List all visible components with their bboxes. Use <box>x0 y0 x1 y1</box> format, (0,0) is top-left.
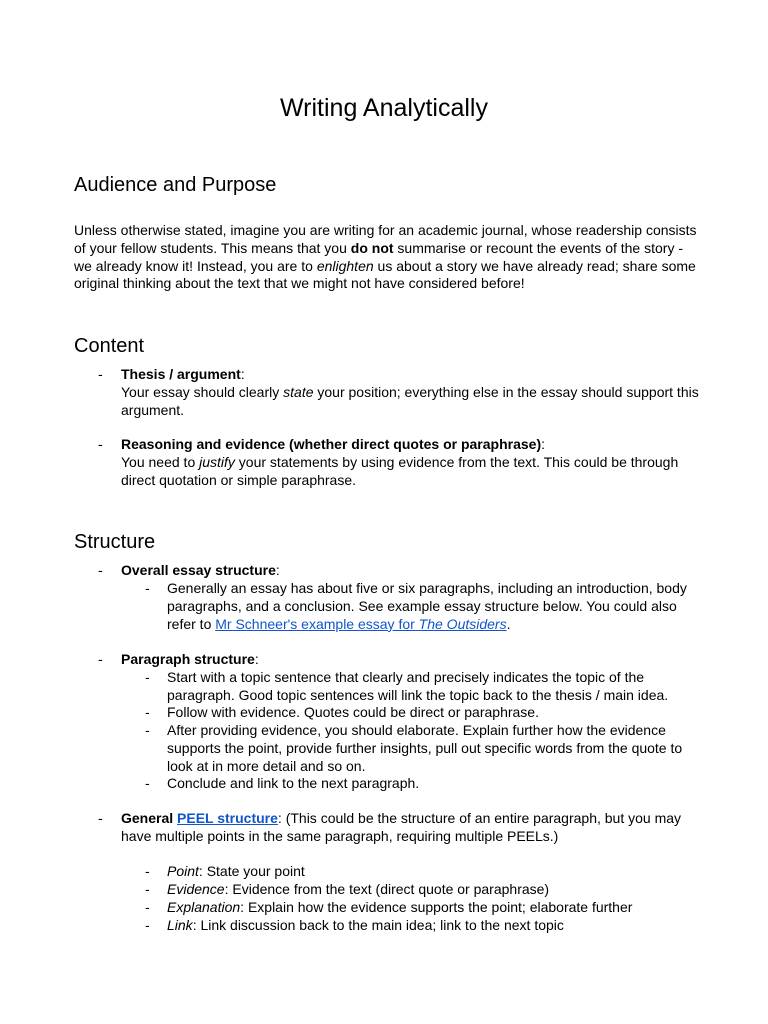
thesis-text-2: your position; everything else in the essay should support this argument. <box>121 383 699 418</box>
paragraph-sub-text: Conclude and link to the next paragraph. <box>167 775 420 791</box>
structure-heading: Structure <box>74 531 156 553</box>
peel-term-text: : Explain how the evidence supports the point; elaborate further <box>240 899 633 915</box>
sub-bullet-dash: - <box>145 863 150 879</box>
reasoning-colon: : <box>541 436 545 452</box>
thesis-colon: : <box>240 366 245 382</box>
audience-emphasis-enlighten: enlighten <box>316 257 374 274</box>
overall-colon: : <box>275 562 280 578</box>
sub-bullet-dash: - <box>145 704 150 720</box>
paragraph-colon: : <box>254 651 259 667</box>
peel-term-text: : State your point <box>198 863 305 879</box>
overall-label: Overall essay structure <box>121 562 276 578</box>
paragraph-sub-text: After providing evidence, you should elaborate. Explain further how the evidence supports the point, provide further insights, pull out specific words from the quote to look at in more detail and so on. <box>167 722 683 774</box>
peel-term-text: : Evidence from the text (direct quote or paraphrase) <box>224 881 550 897</box>
audience-emphasis-do-not: do not <box>350 239 394 256</box>
example-essay-link[interactable] <box>215 616 506 632</box>
audience-text-1: Unless otherwise stated, imagine you are writing for an academic journal, whose readership consists of your fellow students. This means that you <box>74 222 697 256</box>
audience-heading: Audience and Purpose <box>74 174 277 196</box>
paragraph-sub-text: Start with a topic sentence that clearly and precisely indicates the topic of the paragraph. Good topic sentences will link the topic back to the thesis / main idea. <box>167 669 669 703</box>
bullet-dash: - <box>98 562 103 578</box>
bullet-dash: - <box>98 651 103 667</box>
audience-text-2: summarise or recount the events of the story - we already know it! Instead, you are to <box>74 239 684 274</box>
peel-term-explanation: Explanation <box>167 899 241 915</box>
paragraph-label: Paragraph structure <box>121 651 255 667</box>
paragraph-sub-text: Follow with evidence. Quotes could be direct or paraphrase. <box>167 704 539 720</box>
overall-sub-text: Generally an essay has about five or six paragraphs, including an introduction, body paragraphs, and a conclusion. See example essay structure below. You could also refer to <box>167 580 687 632</box>
document-title: Writing Analytically <box>280 94 488 122</box>
example-essay-link-title: The Outsiders <box>418 615 507 632</box>
peel-term-evidence: Evidence <box>167 881 225 897</box>
peel-term-text: : Link discussion back to the main idea; link to the next topic <box>192 917 564 933</box>
reasoning-text-2: your statements by using evidence from the text. This could be through direct quotation or simple paraphrase. <box>121 453 679 488</box>
reasoning-text-1: You need to <box>121 453 200 470</box>
peel-term-link: Link <box>167 917 193 933</box>
overall-sub-end: . <box>506 615 511 632</box>
content-heading: Content <box>74 335 145 357</box>
sub-bullet-dash: - <box>145 580 150 596</box>
sub-bullet-dash: - <box>145 881 150 897</box>
bullet-dash: - <box>98 436 103 452</box>
peel-structure-link[interactable]: PEEL structure <box>177 810 278 826</box>
reasoning-label: Reasoning and evidence (whether direct quotes or paraphrase) <box>121 436 542 452</box>
audience-text-3: us about a story we have already read; share some original thinking about the text that we might not have considered before! <box>74 257 696 292</box>
sub-bullet-dash: - <box>145 722 150 738</box>
peel-label: General <box>121 810 178 826</box>
example-essay-link-text: Mr Schneer's example essay for <box>215 615 419 632</box>
thesis-emphasis-state: state <box>283 383 314 400</box>
sub-bullet-dash: - <box>145 899 150 915</box>
sub-bullet-dash: - <box>145 775 150 791</box>
reasoning-emphasis-justify: justify <box>199 453 235 470</box>
sub-bullet-dash: - <box>145 917 150 933</box>
peel-term-point: Point <box>167 863 199 879</box>
bullet-dash: - <box>98 366 103 382</box>
sub-bullet-dash: - <box>145 669 150 685</box>
thesis-text-1: Your essay should clearly <box>121 383 284 400</box>
peel-description: : (This could be the structure of an entire paragraph, but you may have multiple points in the same paragraph, requiring multiple PEELs.) <box>121 810 682 844</box>
bullet-dash: - <box>98 810 103 826</box>
thesis-label: Thesis / argument <box>121 366 241 382</box>
audience-paragraph <box>74 222 704 293</box>
